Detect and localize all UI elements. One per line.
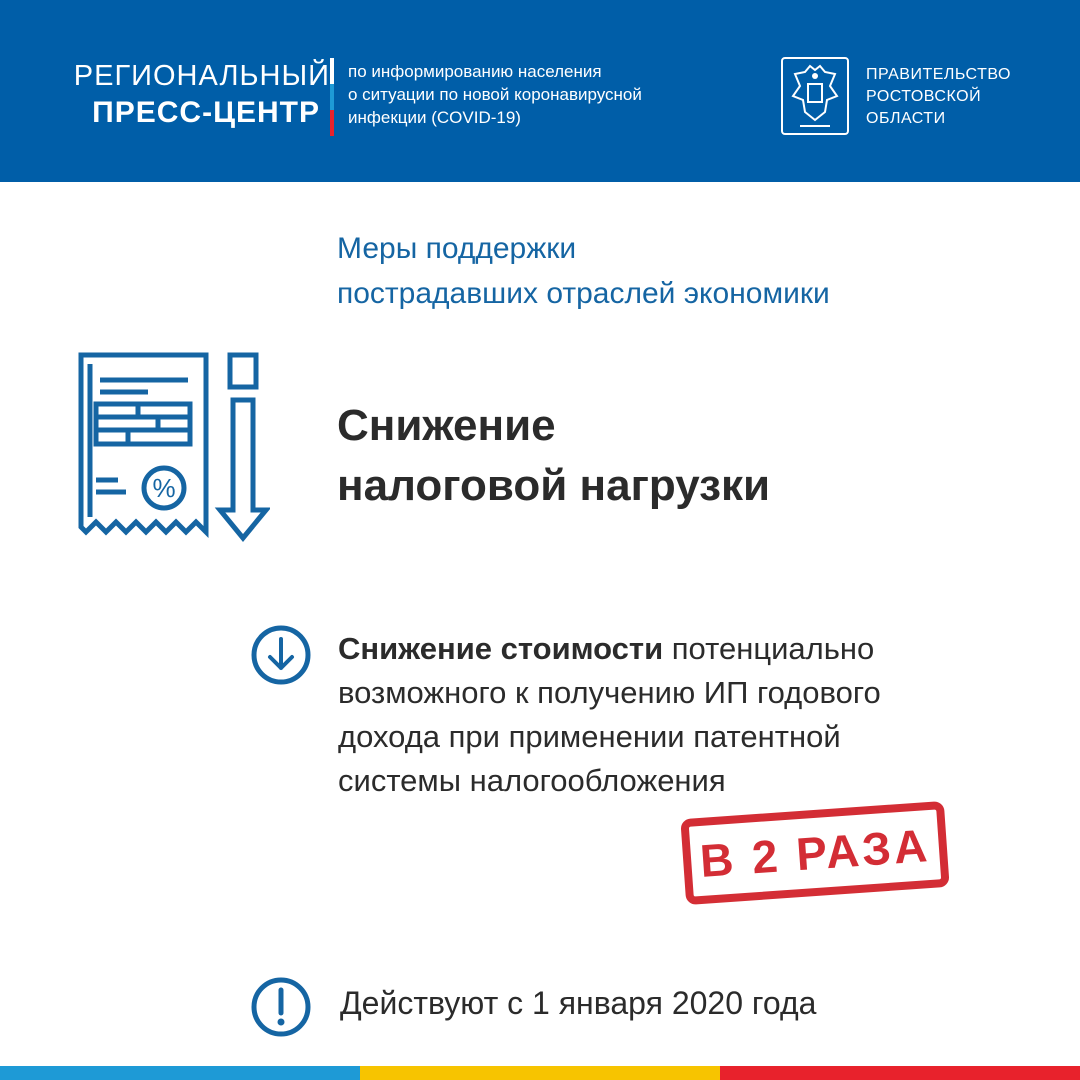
brand-line-2: ПРЕСС-ЦЕНТР xyxy=(92,96,320,129)
validity-text: Действуют с 1 января 2020 года xyxy=(340,985,817,1021)
tax-document-percent-icon xyxy=(78,352,270,547)
bar-segment-blue xyxy=(0,1066,360,1080)
measure-bold: Снижение стоимости xyxy=(338,631,664,666)
header-description xyxy=(348,60,748,129)
exclamation-circle-icon xyxy=(250,976,312,1038)
government-name-line: ОБЛАСТИ xyxy=(866,110,946,127)
government-name-line: ПРАВИТЕЛЬСТВО xyxy=(866,66,1011,83)
header-description-line: по информированию населения xyxy=(348,62,602,81)
stamp-badge: В 2 РАЗА xyxy=(680,801,949,905)
title-line: Снижение xyxy=(337,401,556,450)
arrow-down-circle-icon xyxy=(250,624,312,686)
tricolor-divider xyxy=(330,58,334,136)
bar-segment-yellow xyxy=(360,1066,720,1080)
measure-text: потенциально xyxy=(663,631,875,666)
title-line: налоговой нагрузки xyxy=(337,461,771,510)
brand-line-1: РЕГИОНАЛЬНЫЙ xyxy=(73,60,330,92)
bottom-color-bar xyxy=(0,1066,1080,1080)
subtitle-line: пострадавших отраслей экономики xyxy=(337,277,830,310)
svg-text:%: % xyxy=(152,473,176,503)
measure-line xyxy=(338,627,1038,671)
section-subtitle xyxy=(337,226,830,316)
government-name-line: РОСТОВСКОЙ xyxy=(866,88,982,105)
page-title xyxy=(337,396,770,516)
header-description-line: о ситуации по новой коронавирусной xyxy=(348,85,642,104)
header-description-line: инфекции (COVID-19) xyxy=(348,108,521,127)
measure-description xyxy=(338,627,1038,803)
subtitle-line: Меры поддержки xyxy=(337,232,577,265)
measure-line: дохода при применении патентной xyxy=(338,719,841,754)
government-name xyxy=(866,64,1011,130)
measure-line: системы налогообложения xyxy=(338,763,726,798)
coat-of-arms-icon xyxy=(780,56,850,136)
header-banner xyxy=(0,0,1080,182)
bar-segment-red xyxy=(720,1066,1080,1080)
measure-line: возможного к получению ИП годового xyxy=(338,675,881,710)
